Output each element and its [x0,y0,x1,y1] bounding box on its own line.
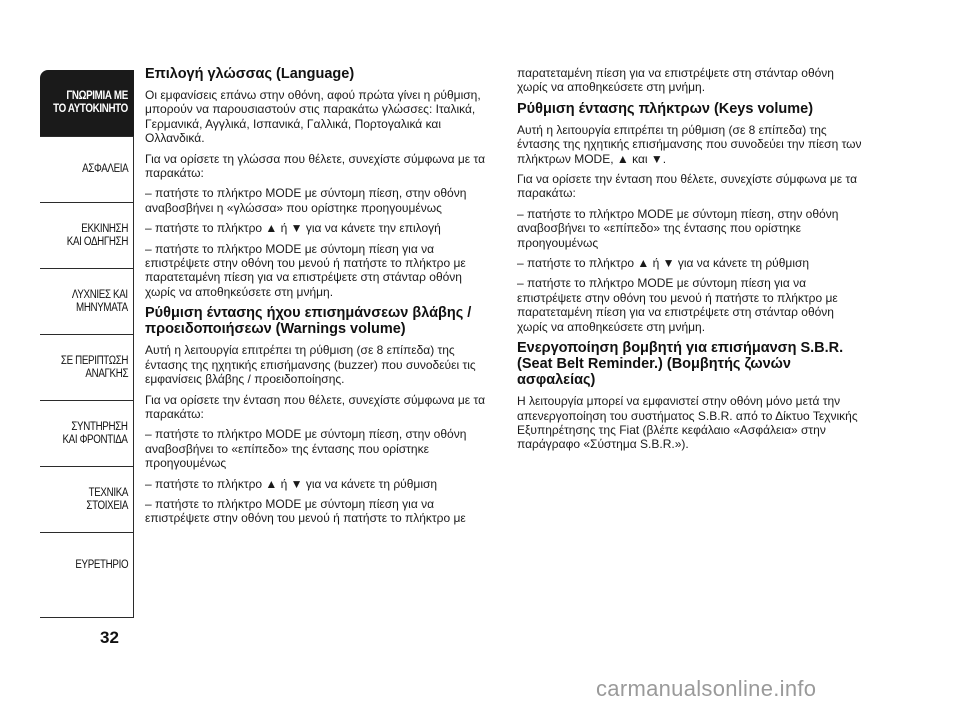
paragraph: Για να ορίσετε την ένταση που θέλετε, συνεχίστε σύμφωνα με τα παρακάτω: [517,172,858,201]
sidebar-bottom-rule [40,617,134,618]
paragraph: – πατήστε το πλήκτρο MODE με σύντομη πίεση, στην οθόνη αναβοσβήνει το «επίπεδο» της έντασης που ορίστηκε προηγουμένως [517,206,839,250]
tab-label: ΑΣΦΑΛΕΙΑ [81,163,128,175]
page-number: 32 [100,628,119,647]
tab-label: ΛΥΧΝΙΕΣ ΚΑΙ ΜΗΝΥΜΑΤΑ [72,288,128,314]
paragraph: – πατήστε το πλήκτρο MODE με σύντομη πίεση για να επιστρέψετε στην οθόνη του μενού ή πατήστε το πλήκτρο με παρατεταμένη πίεση για να επιστρέψετε στη στάνταρ οθόνη χωρίς να αποθηκεύσετε στη μνήμη. [517,276,838,334]
paragraph: Η λειτουργία μπορεί να εμφανιστεί στην οθόνη μόνο μετά την απενεργοποίηση του συστήματος S.B.R. από το Δίκτυο Τεχνικής Εξυπηρέτησης της Fiat (βλέπε κεφάλαιο «Ασφάλεια» στην παράγραφο «Σύστημα S.B.R.»). [517,394,858,452]
tab-maintenance[interactable] [40,400,134,466]
right-column [517,66,862,458]
paragraph: – πατήστε το πλήκτρο MODE με σύντομη πίεση για να επιστρέψετε στην οθόνη του μενού ή πατήστε το πλήκτρο με παρατεταμένη πίεση για να επιστρέψετε στη στάνταρ οθόνη χωρίς να αποθηκεύσετε στη μνήμη. [145,241,466,299]
tab-technical-data[interactable] [40,466,134,532]
tab-label: ΣΕ ΠΕΡΙΠΤΩΣΗ ΑΝΑΓΚΗΣ [60,354,128,380]
tab-label: ΕΥΡΕΤΗΡΙΟ [75,559,128,571]
left-column [145,66,490,532]
tab-warning-lights[interactable] [40,268,134,334]
heading-sbr-buzzer: Ενεργοποίηση βομβητή για επισήμανση S.B.R. (Seat Belt Reminder.) (Βομβητής ζωνών ασφαλείας) [517,340,844,389]
paragraph: – πατήστε το πλήκτρο ▲ ή ▼ για να κάνετε τη ρύθμιση [517,256,810,271]
heading-language: Επιλογή γλώσσας (Language) [145,66,355,82]
paragraph: – πατήστε το πλήκτρο ▲ ή ▼ για να κάνετε την επιλογή [145,221,441,236]
sidebar-divider [133,136,134,618]
tab-label: ΤΕΧΝΙΚΑ ΣΤΟΙΧΕΙΑ [86,486,128,512]
paragraph: Αυτή η λειτουργία επιτρέπει τη ρύθμιση (σε 8 επίπεδα) της έντασης της ηχητικής επισήμανσης (buzzer) που συνοδεύει τις εμφανίσεις βλάβης / προειδοποίησης. [145,343,476,387]
tab-emergency[interactable] [40,334,134,400]
paragraph: – πατήστε το πλήκτρο MODE με σύντομη πίεση, στην οθόνη αναβοσβήνει η «γλώσσα» που ορίστηκε προηγουμένως [145,186,467,215]
paragraph: παρατεταμένη πίεση για να επιστρέψετε στη στάνταρ οθόνη χωρίς να αποθηκεύσετε στη μνήμη. [517,66,834,95]
tab-safety[interactable] [40,136,134,202]
paragraph: Για να ορίσετε την ένταση που θέλετε, συνεχίστε σύμφωνα με τα παρακάτω: [145,392,486,421]
watermark-text: carmanualsonline.info [596,676,817,701]
paragraph: Για να ορίσετε τη γλώσσα που θέλετε, συνεχίστε σύμφωνα με τα παρακάτω: [145,151,486,181]
tab-starting-driving[interactable] [40,202,134,268]
tab-getting-to-know-car[interactable] [40,70,134,136]
paragraph: Οι εμφανίσεις επάνω στην οθόνη, αφού πρώτα γίνει η ρύθμιση, μπορούν να παρουσιαστούν στις παρακάτω γλώσσες: Ιταλικά, Γερμανικά, Αγγλικά, Ισπανικά, Γαλλικά, Πορτογαλικά και Ολλανδικά. [145,88,481,146]
chapter-sidebar [40,70,134,598]
tab-label: ΕΚΚΙΝΗΣΗ ΚΑΙ ΟΔΗΓΗΣΗ [66,222,128,248]
heading-warnings-volume: Ρύθμιση έντασης ήχου επισημάνσεων βλάβης / προειδοποιήσεων (Warnings volume) [145,305,472,338]
tab-index[interactable] [40,532,134,598]
paragraph: – πατήστε το πλήκτρο MODE με σύντομη πίεση για να επιστρέψετε στην οθόνη του μενού ή πατήστε το πλήκτρο με [145,496,466,526]
tab-label: ΣΥΝΤΗΡΗΣΗ ΚΑΙ ΦΡΟΝΤΙΔΑ [62,420,128,446]
heading-keys-volume: Ρύθμιση έντασης πλήκτρων (Keys volume) [517,100,814,117]
tab-label: ΓΝΩΡΙΜΙΑ ΜΕ ΤΟ ΑΥΤΟΚΙΝΗΤΟ [53,90,128,115]
paragraph: – πατήστε το πλήκτρο MODE με σύντομη πίεση, στην οθόνη αναβοσβήνει το «επίπεδο» της έντασης που ορίστηκε προηγουμένως [145,427,467,471]
paragraph: Αυτή η λειτουργία επιτρέπει τη ρύθμιση (σε 8 επίπεδα) της έντασης της ηχητικής επισήμανσης που συνοδεύει την πίεση των πλήκτρων MODE, ▲ και ▼. [517,122,862,166]
paragraph: – πατήστε το πλήκτρο ▲ ή ▼ για να κάνετε τη ρύθμιση [145,476,438,491]
